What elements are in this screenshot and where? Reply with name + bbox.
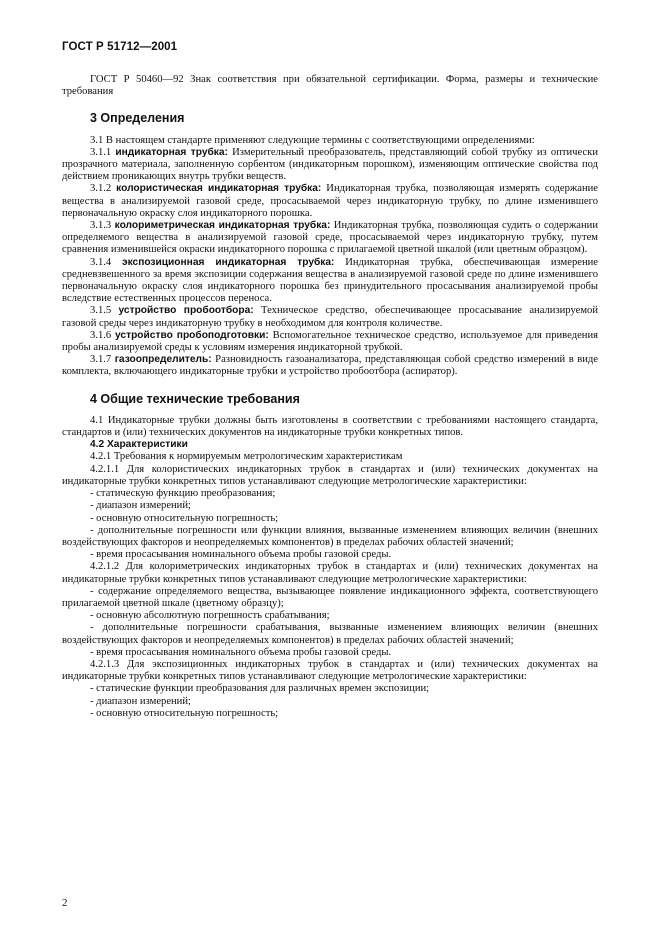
definition-3-1-1 [62,147,598,184]
definition-number: 3.1.3 [90,220,112,232]
definition-text: Индикаторная трубка, позволяющая измерять содержание вещества в анализируемой газовой среде, просасываемой через индикаторную трубку, по длине изменившего первоначальную окраску слоя индикаторного порошка. [62,183,598,219]
paragraph-4-2-1-1: 4.2.1.1 Для колористических индикаторных трубок в стандартах и (или) технических документах на индикаторные трубки конкретных типов устанавливают следующие метрологические характеристики: [62,463,598,487]
definition-number: 3.1.6 [90,329,112,341]
paragraph-4-2-1-3: 4.2.1.3 Для экспозиционных индикаторных трубок в стандартах и (или) технических документах на индикаторные трубки конкретных типов устанавливают следующие метрологические характеристики: [62,658,598,683]
definition-term: устройство пробоподготовки: [115,329,269,341]
list-item: - статические функции преобразования для различных времен экспозиции; [90,683,430,695]
definition-term: газоопределитель: [114,354,212,366]
definition-text: Индикаторная трубка, позволяющая судить о содержании определяемого вещества в анализируемой газовой среде, просасываемой через индикаторную трубку, путем сравнения изменившейся окраски индикаторного порошка с прилагаемой цветной шкалой (или цветным образцом). [62,220,599,256]
intro-paragraph: ГОСТ Р 50460—92 Знак соответствия при обязательной сертификации. Форма, размеры и технические требования [62,74,598,98]
paragraph-4-2-1-2: 4.2.1.2 Для колориметрических индикаторных трубок в стандартах и (или) технических документах на индикаторные трубки конкретных типов устанавливают следующие метрологические характеристики: [62,561,598,585]
page-number: 2 [62,897,68,909]
definition-number: 3.1.5 [90,305,112,317]
paragraph-4-1: 4.1 Индикаторные трубки должны быть изготовлены в соответствии с требованиями настоящего стандарта, стандартов и (или) технических документов на индикаторные трубки конкретных типов. [62,414,598,439]
list-item: - содержание определяемого вещества, вызывающее появление индикационного эффекта, соответствующего прилагаемой цветной шкале (цветному образцу); [62,585,598,609]
definition-text: Разновидность газоанализатора, представляющая собой средство измерений в виде комплекта, включающего индикаторные трубки и устройство пробоотбора (аспиратор). [62,354,598,378]
list-item: - диапазон измерений; [90,695,191,707]
list-item: - время просасывания номинального объема пробы газовой среды. [90,549,392,561]
definition-text: Техническое средство, обеспечивающее просасывание анализируемой газовой среды через индикаторную трубку в необходимом для контроля количестве. [62,305,598,329]
list-item: - диапазон измерений; [90,500,191,512]
definition-3-1-5 [62,305,598,329]
definition-term: индикаторная трубка: [115,146,228,158]
definition-number: 3.1.2 [90,183,112,195]
definition-term: экспозиционная индикаторная трубка: [121,256,335,268]
definition-3-1-4 [62,257,598,306]
paragraph-4-2-1: 4.2.1 Требования к нормируемым метрологическим характеристикам [90,451,403,463]
definition-term: колориметрическая индикаторная трубка: [114,220,331,232]
definition-text: Вспомогательное техническое средство, используемое для приведения пробы анализируемой среды к условиям измерения индикаторной трубкой. [62,329,598,354]
definition-3-1-2 [62,183,598,220]
definition-number: 3.1.4 [90,256,112,268]
list-item: - основную абсолютную погрешность срабатывания; [90,610,330,622]
definition-3-1-6 [62,330,598,354]
document-body [62,74,598,720]
list-item: - дополнительные погрешности или функции влияния, вызванные изменением влияющих величин (внешних воздействующих факторов и неопределяемых компонентов) в пределах рабочих областей значений; [62,524,598,548]
list-item: - дополнительные погрешности срабатывания, вызванные изменением влияющих величин (внешних воздействующих факторов и неопределяемых компонентов) в пределах рабочих областей значений; [62,622,598,646]
document-header: ГОСТ Р 51712—2001 [62,41,178,53]
subsection-4-2-heading: 4.2 Характеристики [90,439,188,451]
list-item: - время просасывания номинального объема пробы газовой среды. [90,646,392,658]
list-item: - статическую функцию преобразования; [90,488,276,500]
definition-term: устройство пробоотбора: [118,305,254,317]
section-3-heading: 3 Определения [90,111,185,126]
definition-term: колористическая индикаторная трубка: [116,183,322,195]
list-item: - основную относительную погрешность; [90,512,279,524]
list-item: - основную относительную погрешность; [90,707,279,719]
paragraph-3-1: 3.1 В настоящем стандарте применяют следующие термины с соответствующими определениями: [90,134,535,146]
section-4-heading: 4 Общие технические требования [90,391,300,406]
definition-3-1-7 [62,354,598,378]
definition-number: 3.1.7 [90,354,112,366]
definition-text: Индикаторная трубка, обеспечивающая измерение средневзвешенного за время экспозиции содержания вещества в анализируемой газовой среде по длине изменившего первоначальную окраску слоя индикаторного порошка без принудительного просасывания анализируемой пробы вследствие естественных процессов переноса. [62,256,599,305]
definition-number: 3.1.1 [90,146,112,158]
definition-text: Измерительный преобразователь, представляющий собой трубку из оптически прозрачного материала, заполненную сорбентом (индикаторным порошком), изменяющим оптические свойства под действием проникающих внутрь трубки веществ. [62,146,598,183]
definition-3-1-3 [62,220,598,257]
